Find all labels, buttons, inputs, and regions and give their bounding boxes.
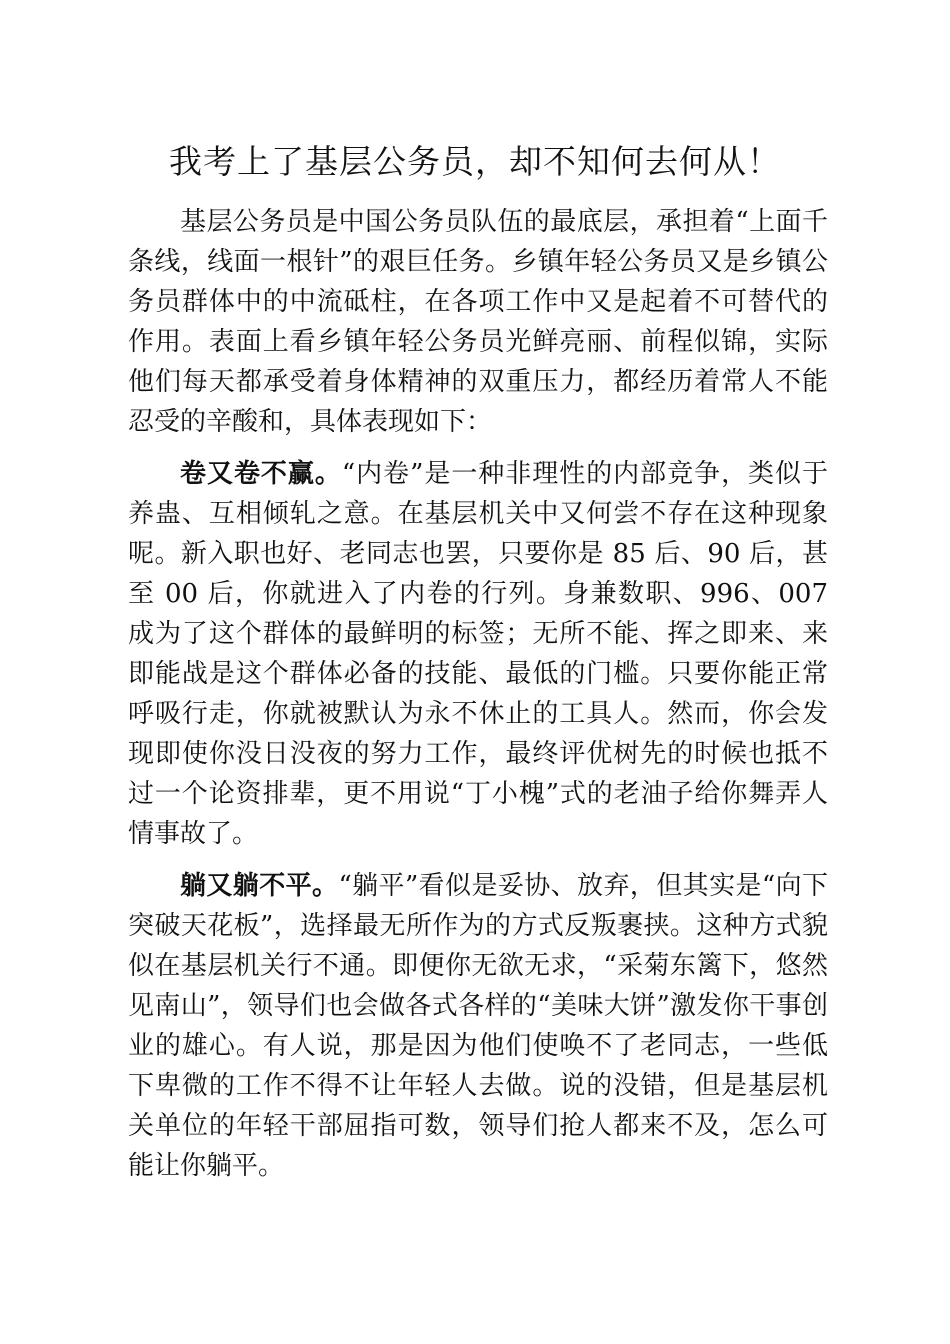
paragraph-lead-heading: 躺又躺不平。	[180, 871, 339, 901]
paragraph-involution	[128, 454, 828, 854]
paragraph-text: “躺平”看似是妥协、放弃，但其实是“向下突破天花板”，选择最无所作为的方式反叛裹挟。这种方式貌似在基层机关行不通。即便你无欲无求，“采菊东篱下，悠然见南山”，领导们也会做各式各样的“美味大饼”激发你干事创业的雄心。有人说，那是因为他们使唤不了老同志，一些低下卑微的工作不得不让年轻人去做。说的没错，但是基层机关单位的年轻干部屈指可数，领导们抢人都来不及，怎么可能让你躺平。	[128, 871, 828, 1181]
document-body	[128, 202, 828, 1186]
paragraph-text: 基层公务员是中国公务员队伍的最底层，承担着“上面千条线，线面一根针”的艰巨任务。乡镇年轻公务员又是乡镇公务员群体中的中流砥柱，在各项工作中又是起着不可替代的作用。表面上看乡镇年轻公务员光鲜亮丽、前程似锦，实际他们每天都承受着身体精神的双重压力，都经历着常人不能忍受的辛酸和，具体表现如下：	[128, 207, 828, 437]
paragraph-intro	[128, 202, 828, 442]
paragraph-lead-heading: 卷又卷不赢。	[180, 459, 342, 489]
document-title: 我考上了基层公务员，却不知何去何从！	[169, 142, 781, 181]
paragraph-lying-flat	[128, 866, 828, 1186]
paragraph-text: “内卷”是一种非理性的内部竞争，类似于养蛊、互相倾轧之意。在基层机关中又何尝不存在这种现象呢。新入职也好、老同志也罢，只要你是 85 后、90 后，甚至 00 后，你就进入了内卷的行列。身兼数职、996、007 成为了这个群体的最鲜明的标签；无所不能、挥之即来、来即能战是这个群体必备的技能、最低的门槛。只要你能正常呼吸行走，你就被默认为永不休止的工具人。然而，你会发现即使你没日没夜的努力工作，最终评优树先的时候也抵不过一个论资排辈，更不用说“丁小槐”式的老油子给你舞弄人情事故了。	[128, 459, 828, 849]
